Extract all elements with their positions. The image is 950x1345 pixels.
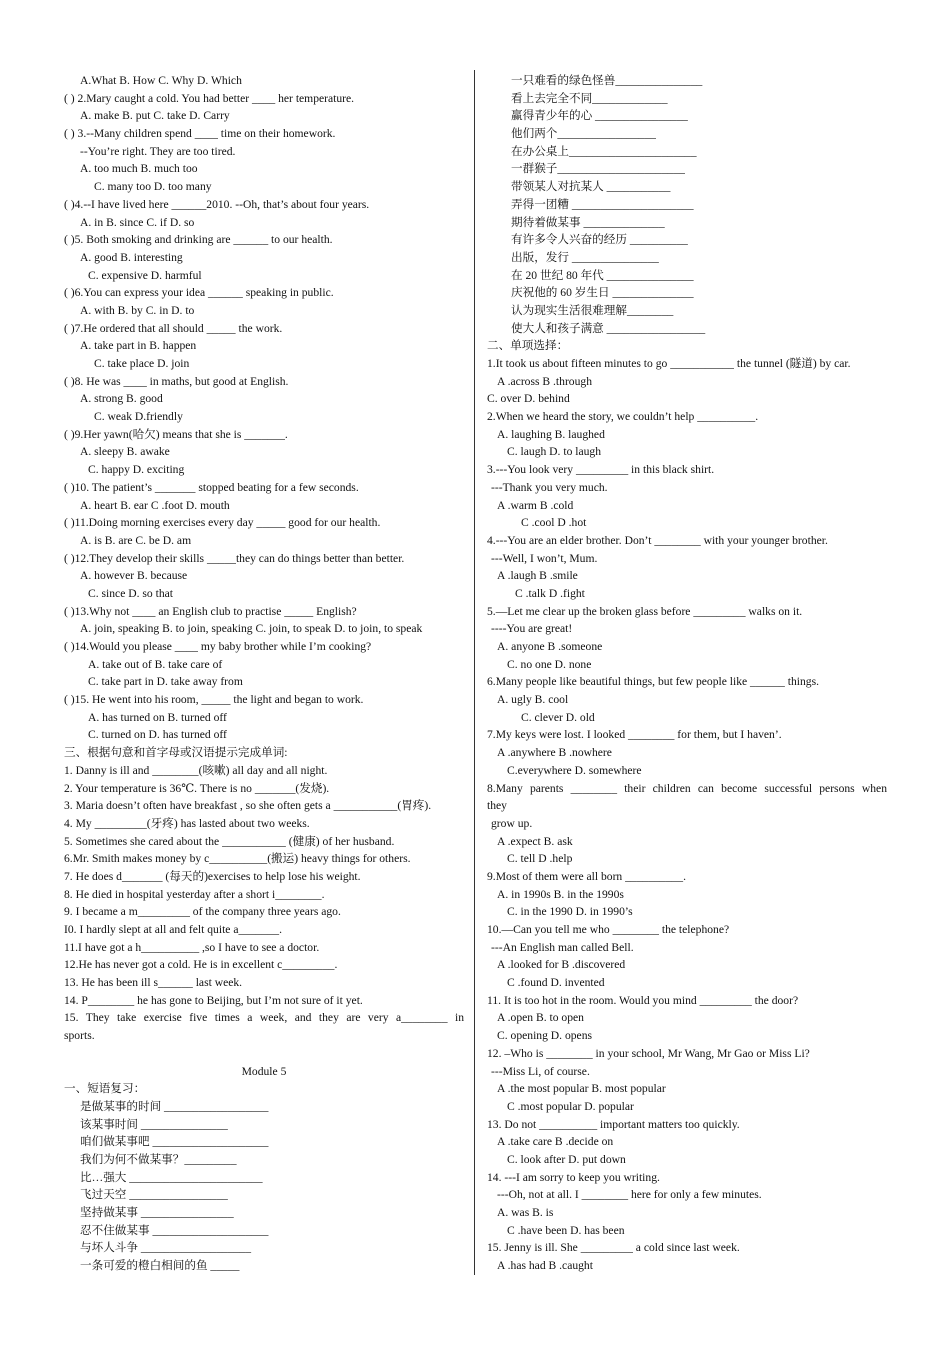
question-3-options-cd: C. many too D. too many — [94, 180, 212, 194]
mc-3-options-cd: C .cool D .hot — [521, 516, 587, 530]
question-7-options-ab: A. take part in B. happen — [80, 339, 197, 353]
question-9-options-cd: C. happy D. exciting — [88, 463, 185, 477]
phrase-16: 一群猴子______________________ — [511, 162, 685, 176]
mc-9: 9.Most of them were all born __________. — [487, 869, 686, 883]
phrase-9: 与坏人斗争 ___________________ — [80, 1241, 252, 1255]
mc-14-reply: ---Oh, not at all. I ________ here for only a few minutes. — [497, 1188, 762, 1202]
left-column — [64, 72, 464, 1275]
question-8-options-ab: A. strong B. good — [80, 392, 163, 406]
spacer — [64, 1045, 464, 1063]
fill-14: 14. P________ he has gone to Beijing, but I’m not sure of it yet. — [64, 993, 363, 1007]
question-14-options-ab: A. take out of B. take care of — [88, 657, 223, 671]
right-column — [487, 72, 887, 1275]
question-2: ( ) 2.Mary caught a cold. You had better ____ her temperature. — [64, 91, 355, 105]
mc-8-continued-2: grow up. — [491, 816, 533, 830]
mc-12-options-cd: C .most popular D. popular — [507, 1099, 634, 1113]
mc-13-options-ab: A .take care B .decide on — [497, 1135, 614, 1149]
mc-8: 8.Many parents ________ their children can become successful persons when — [487, 781, 887, 795]
question-5-options-ab: A. good B. interesting — [80, 250, 183, 264]
question-13: ( )13.Why not ____ an English club to practise _____ English? — [64, 604, 357, 618]
mc-3-reply: ---Thank you very much. — [491, 480, 608, 494]
mc-5: 5.—Let me clear up the broken glass before _________ walks on it. — [487, 604, 803, 618]
fill-12: 12.He has never got a cold. He is in excellent c_________. — [64, 958, 338, 972]
mc-7-options-cd: C.everywhere D. somewhere — [507, 763, 642, 777]
section-3-heading: 三、根据句意和首字母或汉语提示完成单词: — [64, 746, 288, 760]
question-7-options-cd: C. take place D. join — [94, 357, 190, 370]
phrase-14: 他们两个_________________ — [511, 127, 656, 141]
mc-4: 4.---You are an elder brother. Don’t ________ with your younger brother. — [487, 533, 828, 547]
question-9: ( )9.Her yawn(哈欠) means that she is _______. — [64, 427, 288, 441]
mc-10-options-cd: C .found D. invented — [507, 976, 605, 990]
mc-11-options-cd: C. opening D. opens — [497, 1029, 592, 1043]
phrase-22: 在 20 世纪 80 年代 _______________ — [511, 268, 694, 282]
phrase-24: 认为现实生活很难理解________ — [511, 303, 674, 317]
phrase-17: 带领某人对抗某人 ___________ — [511, 180, 671, 194]
fill-2: 2. Your temperature is 36℃. There is no _______(发烧). — [64, 781, 330, 795]
question-2-options: A. make B. put C. take D. Carry — [80, 109, 230, 123]
mc-15: 15. Jenny is ill. She _________ a cold since last week. — [487, 1241, 740, 1255]
question-3: ( ) 3.--Many children spend ____ time on their homework. — [64, 127, 336, 141]
mc-2-options-cd: C. laugh D. to laugh — [507, 445, 602, 459]
mc-13-options-cd: C. look after D. put down — [507, 1152, 626, 1166]
mc-6-options-ab: A. ugly B. cool — [497, 693, 569, 707]
phrase-18: 弄得一团糟 _____________________ — [511, 197, 694, 211]
phrase-2: 该某事时间 _______________ — [80, 1117, 228, 1131]
question-14-options-cd: C. take part in D. take away from — [88, 675, 243, 689]
question-4-options: A. in B. since C. if D. so — [80, 215, 195, 229]
question-11-options: A. is B. are C. be D. am — [80, 533, 192, 547]
mc-3-options-ab: A .warm B .cold — [497, 498, 574, 512]
mc-10-reply: ---An English man called Bell. — [491, 940, 634, 954]
fill-1: 1. Danny is ill and ________(咳嗽) all day and all night. — [64, 763, 328, 777]
mc-10: 10.—Can you tell me who ________ the telephone? — [487, 923, 730, 936]
question-8-options-cd: C. weak D.friendly — [94, 410, 183, 424]
mc-6-options-cd: C. clever D. old — [521, 710, 595, 724]
phrase-11: 一只难看的绿色怪兽_______________ — [511, 74, 703, 87]
fill-15-continued: sports. — [64, 1029, 95, 1043]
mc-5-options-cd: C. no one D. none — [507, 657, 592, 671]
phrase-25: 使大人和孩子满意 _________________ — [511, 321, 706, 335]
fill-4: 4. My _________(牙疼) has lasted about two weeks. — [64, 816, 310, 830]
question-1-options: A.What B. How C. Why D. Which — [80, 74, 242, 87]
fill-11: 11.I have got a h__________ ,so I have to see a doctor. — [64, 940, 320, 954]
mc-14-options-cd: C .have been D. has been — [507, 1223, 625, 1237]
question-8: ( )8. He was ____ in maths, but good at English. — [64, 374, 289, 388]
question-6-options: A. with B. by C. in D. to — [80, 303, 195, 317]
question-12-options-cd: C. since D. so that — [88, 586, 174, 600]
phrase-23: 庆祝他的 60 岁生日 ______________ — [511, 286, 694, 300]
fill-7: 7. He does d_______ (每天的)exercises to help lose his weight. — [64, 869, 361, 883]
mc-12-options-ab: A .the most popular B. most popular — [497, 1082, 666, 1096]
question-11: ( )11.Doing morning exercises every day _____ good for our health. — [64, 516, 381, 530]
mc-13: 13. Do not __________ important matters too quickly. — [487, 1117, 740, 1131]
mc-2: 2.When we heard the story, we couldn’t help __________. — [487, 410, 759, 424]
mc-4-reply: ---Well, I won’t, Mum. — [491, 551, 598, 565]
phrase-20: 有许多令人兴奋的经历 __________ — [511, 233, 688, 247]
phrase-21: 出版，发行 _______________ — [511, 250, 659, 264]
fill-13: 13. He has been ill s______ last week. — [64, 976, 243, 990]
question-3-reply: --You’re right. They are too tired. — [80, 144, 236, 158]
mc-14: 14. ---I am sorry to keep you writing. — [487, 1170, 660, 1184]
fill-15: 15. They take exercise five times a week, and they are very a________ in — [64, 1011, 464, 1025]
phrase-3: 咱们做某事吧 ____________________ — [80, 1135, 269, 1149]
question-12: ( )12.They develop their skills _____they can do things better than better. — [64, 551, 405, 565]
mc-6: 6.Many people like beautiful things, but few people like ______ things. — [487, 675, 819, 689]
question-5: ( )5. Both smoking and drinking are ______ to our health. — [64, 233, 333, 247]
mc-11: 11. It is too hot in the room. Would you mind _________ the door? — [487, 993, 799, 1007]
phrase-1: 是做某事的时间 __________________ — [80, 1099, 269, 1113]
question-4: ( )4.--I have lived here ______2010. --Oh, that’s about four years. — [64, 197, 370, 211]
fill-5: 5. Sometimes she cared about the ___________ (健康) of her husband. — [64, 834, 395, 848]
mc-3: 3.---You look very _________ in this black shirt. — [487, 463, 715, 477]
phrase-13: 赢得青少年的心 ________________ — [511, 109, 688, 123]
mc-8-options-ab: A .expect B. ask — [497, 834, 573, 848]
fill-10: I0. I hardly slept at all and felt quite a_______. — [64, 923, 282, 936]
mc-8-continued: they — [487, 799, 507, 813]
section-2-heading: 二、单项选择： — [487, 339, 569, 353]
phrase-5: 比…强大 _______________________ — [80, 1170, 263, 1184]
mc-12: 12. –Who is ________ in your school, Mr Wang, Mr Gao or Miss Li? — [487, 1046, 810, 1060]
question-6: ( )6.You can express your idea ______ speaking in public. — [64, 286, 334, 300]
fill-3: 3. Maria doesn’t often have breakfast , so she often gets a ___________(胃疼). — [64, 799, 432, 813]
mc-9-options-cd: C. in the 1990 D. in 1990’s — [507, 905, 633, 919]
mc-4-options-ab: A .laugh B .smile — [497, 569, 578, 583]
mc-12-reply: ---Miss Li, of course. — [491, 1064, 590, 1078]
mc-2-options-ab: A. laughing B. laughed — [497, 427, 605, 441]
phrase-7: 坚持做某事 ________________ — [80, 1206, 234, 1219]
question-3-options-ab: A. too much B. much too — [80, 162, 198, 176]
phrase-10: 一条可爱的橙白相间的鱼 _____ — [80, 1259, 240, 1273]
mc-1-options-ab: A .across B .through — [497, 374, 592, 388]
mc-10-options-ab: A .looked for B .discovered — [497, 958, 626, 972]
mc-15-options-ab: A .has had B .caught — [497, 1259, 593, 1273]
phrase-15: 在办公桌上______________________ — [511, 144, 697, 158]
mc-1-options-cd: C. over D. behind — [487, 392, 570, 406]
mc-4-options-cd: C .talk D .fight — [515, 586, 585, 600]
phrase-19: 期待着做某事 ______________ — [511, 215, 665, 229]
mc-5-options-ab: A. anyone B .someone — [497, 640, 603, 653]
question-13-options: A. join, speaking B. to join, speaking C. join, to speak D. to join, to speak — [80, 622, 423, 636]
fill-8: 8. He died in hospital yesterday after a short i________. — [64, 887, 325, 901]
mc-11-options-ab: A .open B. to open — [497, 1011, 584, 1025]
fill-6: 6.Mr. Smith makes money by c__________(搬运) heavy things for others. — [64, 852, 411, 866]
mc-1: 1.It took us about fifteen minutes to go ___________ the tunnel (隧道) by car. — [487, 357, 851, 370]
question-12-options-ab: A. however B. because — [80, 569, 188, 583]
question-14: ( )14.Would you please ____ my baby brother while I’m cooking? — [64, 640, 372, 653]
mc-8-options-cd: C. tell D .help — [507, 852, 573, 866]
question-15-options-ab: A. has turned on B. turned off — [88, 710, 227, 724]
section-1-heading: 一、短语复习： — [64, 1082, 146, 1096]
module-title: Module 5 — [241, 1064, 287, 1078]
mc-9-options-ab: A. in 1990s B. in the 1990s — [497, 887, 624, 901]
mc-7-options-ab: A .anywhere B .nowhere — [497, 746, 612, 760]
mc-7: 7.My keys were lost. I looked ________ for them, but I haven’. — [487, 728, 782, 742]
question-15-options-cd: C. turned on D. has turned off — [88, 728, 227, 742]
mc-14-options-ab: A. was B. is — [497, 1206, 554, 1219]
column-divider — [474, 70, 475, 1275]
question-10-options: A. heart B. ear C .foot D. mouth — [80, 498, 230, 512]
question-10: ( )10. The patient’s _______ stopped beating for a few seconds. — [64, 480, 359, 494]
question-5-options-cd: C. expensive D. harmful — [88, 268, 202, 282]
question-15: ( )15. He went into his room, _____ the light and began to work. — [64, 693, 364, 707]
phrase-4: 我们为何不做某事？_________ — [80, 1152, 237, 1166]
phrase-12: 看上去完全不同_____________ — [511, 91, 668, 105]
fill-9: 9. I became a m_________ of the company three years ago. — [64, 905, 341, 919]
phrase-8: 忍不住做某事 ____________________ — [80, 1223, 269, 1237]
phrase-6: 飞过天空 _________________ — [80, 1188, 228, 1202]
mc-5-reply: ----You are great! — [491, 622, 573, 636]
question-7: ( )7.He ordered that all should _____ the work. — [64, 321, 283, 335]
question-9-options-ab: A. sleepy B. awake — [80, 445, 170, 459]
